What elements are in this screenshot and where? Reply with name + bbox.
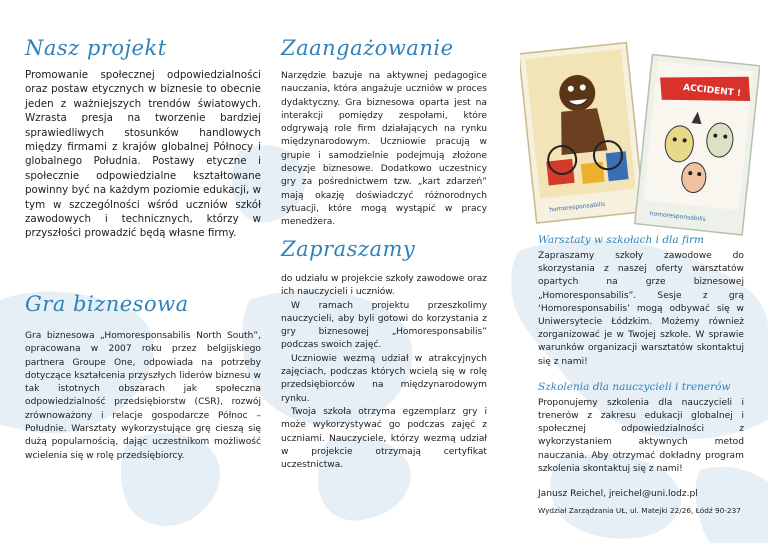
zapraszamy-title: Zapraszamy xyxy=(281,237,416,261)
warsztaty-body: Zapraszamy szkoły zawodowe do skorzystania z naszej oferty warsztatów opartych na grze biznesowej „Homoresponsabilis”. Sesje z grą ‘Homoresponsabilis’ mogą odbywać się w Uniwersytecie Łódzkim. Możemy również zorganizować je w Twojej szkole. W sprawie warunków organizacji warsztatów skontaktuj się z nami! xyxy=(538,251,744,367)
zapraszamy-p3: Uczniowie wezmą udział w atrakcyjnych zajęciach, podczas których wcielą się w rolę przedsiębiorców na międzynarodowym rynku. xyxy=(281,353,487,404)
column-left-lower xyxy=(25,292,261,463)
szkolenia-title: Szkolenia dla nauczycieli i trenerów xyxy=(538,380,731,393)
game-cards-illustration xyxy=(520,38,760,238)
zaangazowanie-body: Narzędzie bazuje na aktywnej pedagogice nauczania, która angażuje uczniów w proces dydaktyczny. Gra biznesowa oparta jest na interakcji pomiędzy zespołami, które odgrywają role firm działających na rynku międzynarodowym. Uczniowie pracują w grupie i samodzielnie podejmują złożone decyzje biznesowe. Dodatkowo uczestnicy gry za pośrednictwem tzw. „kart zdarzeń” mają okazję doświadczyć różnorodnych sytuacji, które mogą wystąpić w pracy menedżera. xyxy=(281,71,487,228)
card-brand-right: homoresponsabilis xyxy=(649,210,707,224)
contact-address: Wydział Zarządzania UŁ, ul. Matejki 22/26, Łódź 90-237 xyxy=(538,506,741,516)
gra-biznesowa-body: Gra biznesowa „Homoresponsabilis North South”, opracowana w 2007 roku przez belgijskiego partnera Groupe One, odpowiada na potrzeby dotyczące kształcenia przyszłych liderów biznesu w tak istotnych obszarach jak społeczna odpowiedzialność przedsiębiorstw (CSR), rozwój zrównoważony i relacje gospodarcze Północ – Południe. Warsztaty wykorzystujące grę cieszą się dużą popularnością, dając uczestnikom możliwość wcielenia się w rolę przedsiębiorcy. xyxy=(25,331,261,461)
zapraszamy-p2: W ramach projektu przeszkolimy nauczycieli, aby byli gotowi do korzystania z gry biznesowej „Homoresponsabilis” podczas swoich zajęć. xyxy=(281,300,487,351)
accident-label: ACCIDENT ! xyxy=(682,82,742,100)
column-left xyxy=(25,36,261,241)
zapraszamy-p1: do udziału w projekcie szkoły zawodowe oraz ich nauczycieli i uczniów. xyxy=(281,274,487,298)
column-middle xyxy=(281,36,487,230)
event-card-left xyxy=(520,43,644,223)
nasz-projekt-body: Promowanie społecznej odpowiedzialności oraz postaw etycznych w biznesie to obecnie jeden z ważniejszych trendów światowych. Wzrasta presja na tworzenie bardziej sprawiedliwych stosunków handlowych między firmami z krajów globalnej Północy i globalnego Południa. Postawy etyczne i społecznie odpowiedzialne kształtowane powinny być na każdym poziomie edukacji, w tym w szczególności wśród uczniów szkół zawodowych i technicznych, którzy w przyszłości prowadzić będą własne firmy. xyxy=(25,69,261,240)
card-brand-left: homoresponsabilis xyxy=(549,200,606,214)
zapraszamy-p4: Twoja szkoła otrzyma egzemplarz gry i może wykorzystywać go podczas zajęć z uczniami. Nauczyciele, którzy wezmą udział w projekcie otrzymają certyfikat uczestnictwa. xyxy=(281,406,487,471)
column-middle-lower xyxy=(281,237,487,472)
column-right xyxy=(538,234,744,516)
gra-biznesowa-title: Gra biznesowa xyxy=(25,292,189,316)
szkolenia-body: Proponujemy szkolenia dla nauczycieli i trenerów z zakresu edukacji globalnej i społecznej odpowiedzialności z wykorzystaniem aktywnych metod nauczania. Aby otrzymać dokładny program szkolenia skontaktuj się z nami! xyxy=(538,397,744,474)
event-card-right xyxy=(635,55,760,235)
zaangazowanie-title: Zaangażowanie xyxy=(281,36,454,60)
warsztaty-title: Warsztaty w szkołach i dla firm xyxy=(538,234,704,246)
contact-line: Janusz Reichel, jreichel@uni.lodz.pl xyxy=(538,489,698,500)
nasz-projekt-title: Nasz projekt xyxy=(25,36,167,60)
